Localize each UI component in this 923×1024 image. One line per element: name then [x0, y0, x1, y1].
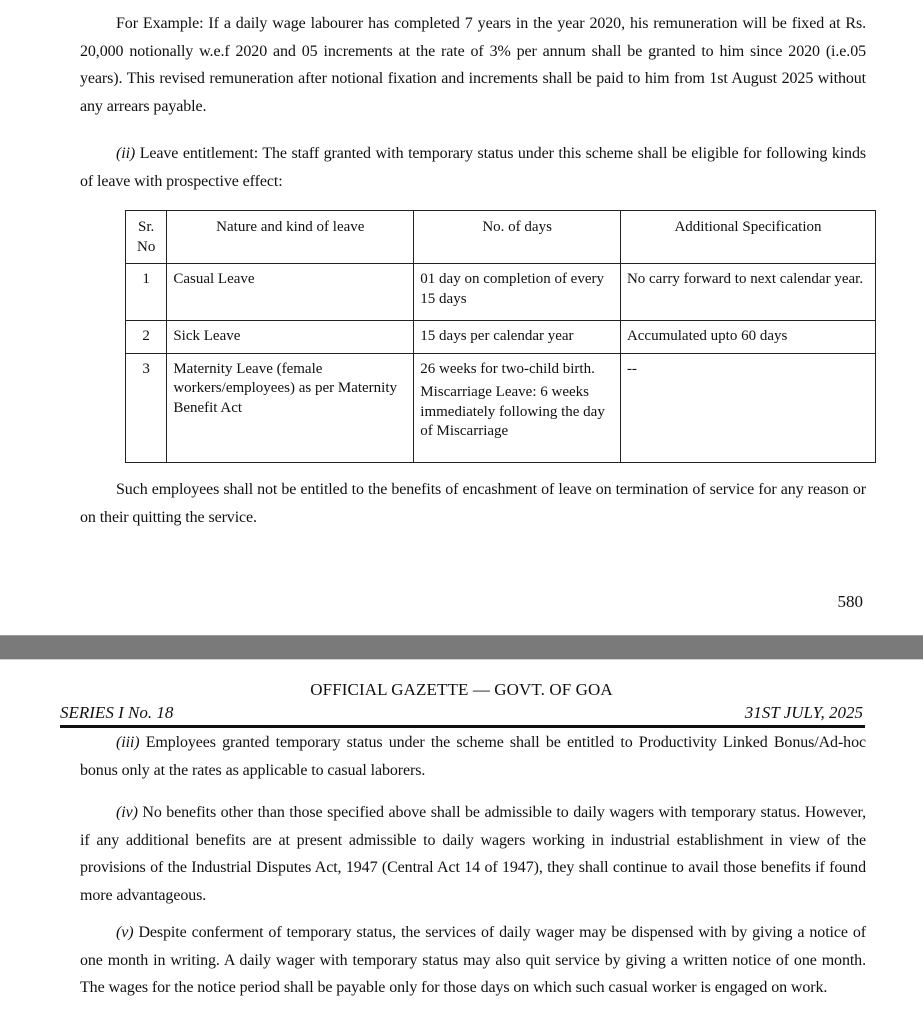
gazette-masthead: OFFICIAL GAZETTE — GOVT. OF GOA — [310, 680, 613, 699]
clause-iv — [80, 799, 866, 909]
cell-sr: 1 — [126, 264, 167, 321]
cell-spec: Accumulated upto 60 days — [620, 321, 875, 354]
table-row — [126, 321, 876, 354]
cell-nature: Maternity Leave (female workers/employees) as per Maternity Benefit Act — [167, 353, 414, 462]
encashment-paragraph: Such employees shall not be entitled to the benefits of encashment of leave on termination of service for any reason or on their quitting the service. — [80, 481, 866, 526]
table-row — [126, 264, 876, 321]
clause-text: Despite conferment of temporary status, the services of daily wager may be dispensed with by giving a notice of one month in writing. A daily wager with temporary status may also quit service by giving a written notice of one month. The wages for the notice period shall be payable only for those days on which such casual worker is engaged on work. — [80, 924, 866, 996]
header-rule — [60, 725, 865, 728]
header-sr-no: Sr. No — [126, 211, 167, 264]
page-separator — [0, 635, 923, 660]
page-number: 580 — [837, 592, 863, 611]
clause-text: Employees granted temporary status under the scheme shall be entitled to Productivity Linked Bonus/Ad-hoc bonus only at the rates as applicable to casual laborers. — [80, 734, 866, 779]
cell-nature: Casual Leave — [167, 264, 414, 321]
clause-text: No benefits other than those specified above shall be admissible to daily wagers with temporary status. However, if any additional benefits are at present admissible to daily wagers working in industrial establishment in view of the provisions of the Industrial Disputes Act, 1947 (Central Act 14 of 1947), they shall continue to avail those benefits if found more advantageous. — [80, 804, 866, 904]
issue-date: 31ST JULY, 2025 — [744, 703, 863, 722]
cell-nature: Sick Leave — [167, 321, 414, 354]
header-nature: Nature and kind of leave — [167, 211, 414, 264]
clause-marker: (iv) — [116, 804, 138, 821]
leave-table — [125, 210, 876, 463]
cell-sr: 2 — [126, 321, 167, 354]
clause-marker: (v) — [116, 924, 134, 941]
clause-v — [80, 919, 866, 1002]
clause-marker: (iii) — [116, 734, 140, 751]
cell-days-extra: Miscarriage Leave: 6 weeks immediately following the day of Miscarriage — [420, 384, 605, 439]
series-label: SERIES I No. 18 — [60, 703, 174, 722]
clause-marker: (ii) — [116, 145, 136, 162]
cell-spec: No carry forward to next calendar year. — [620, 264, 875, 321]
cell-sr: 3 — [126, 353, 167, 462]
cell-spec: -- — [620, 353, 875, 462]
clause-text: Leave entitlement: The staff granted with temporary status under this scheme shall be eligible for following kinds of leave with prospective effect: — [80, 145, 866, 190]
header-days: No. of days — [414, 211, 621, 264]
header-spec: Additional Specification — [620, 211, 875, 264]
table-header-row — [126, 211, 876, 264]
leave-entitlement-clause — [80, 140, 866, 195]
cell-days-main: 26 weeks for two-child birth. — [420, 360, 595, 377]
table-row — [126, 353, 876, 462]
cell-days: 15 days per calendar year — [414, 321, 621, 354]
clause-iii — [80, 729, 866, 784]
example-paragraph: For Example: If a daily wage labourer has completed 7 years in the year 2020, his remuneration will be fixed at Rs. 20,000 notionally w.e.f 2020 and 05 increments at the rate of 3% per annum shall be granted to him since 2020 (i.e.05 years). This revised remuneration after notional fixation and increments shall be paid to him from 1st August 2025 without any arrears payable. — [80, 15, 866, 115]
cell-days: 01 day on completion of every 15 days — [414, 264, 621, 321]
cell-days — [414, 353, 621, 462]
